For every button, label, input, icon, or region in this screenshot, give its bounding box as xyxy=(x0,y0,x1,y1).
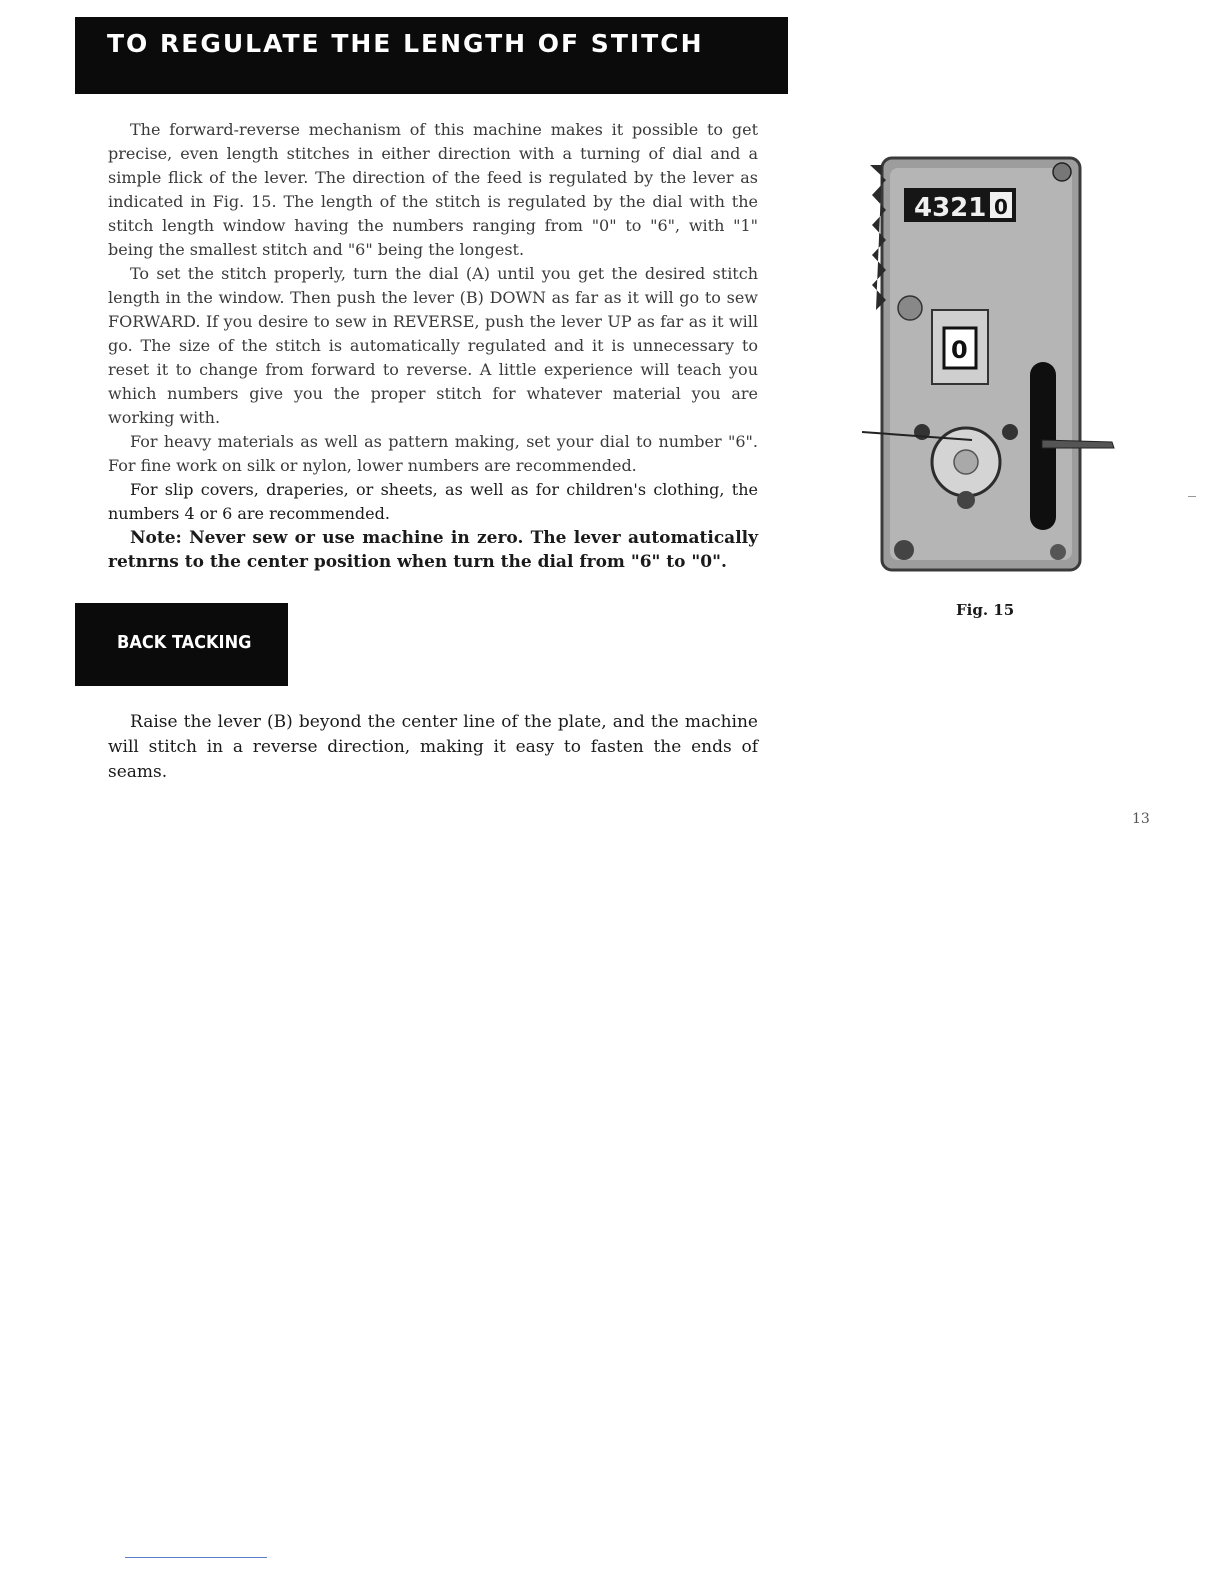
stitch-regulator-figure xyxy=(862,150,1120,582)
lever-window-digit: 0 xyxy=(951,336,968,364)
paragraph: To set the stitch properly, turn the dial (A) until you get the desired stitch length in the window. Then push the lever (B) DOWN as far as it will go to sew FORWARD. If you desire to sew in REVERSE, push the lever UP as far as it will go. The size of the stitch is automatically regulated and it is unnecessary to reset it to change from forward to reverse. A little experience will teach you which numbers give you the proper stitch for whatever material you are working with. xyxy=(108,264,758,427)
footer-rule xyxy=(125,1557,267,1558)
paragraph: For slip covers, draperies, or sheets, as well as for children's clothing, the numbers 4 or 6 are recommended. xyxy=(108,480,758,523)
regulate-stitch-body xyxy=(108,118,758,574)
back-tacking-body xyxy=(108,710,758,785)
margin-mark xyxy=(1188,496,1196,497)
paragraph: For heavy materials as well as pattern making, set your dial to number "6". For fine work on silk or nylon, lower numbers are recommended. xyxy=(108,432,758,475)
note-paragraph: Note: Never sew or use machine in zero. The lever automatically retnrns to the center position when turn the dial from "6" to "0". xyxy=(108,528,758,572)
page-number: 13 xyxy=(1132,811,1150,827)
paragraph: The forward-reverse mechanism of this machine makes it possible to get precise, even length stitches in either direction with a turning of dial and a simple flick of the lever. The direction of the feed is regulated by the lever as indicated in Fig. 15. The length of the stitch is regulated by the dial with the stitch length window having the numbers ranging from "0" to "6", with "1" being the smallest stitch and "6" being the longest. xyxy=(108,120,758,259)
section-title-regulate-stitch: TO REGULATE THE LENGTH OF STITCH xyxy=(75,17,788,94)
window-zero: 0 xyxy=(994,195,1008,219)
paragraph: Raise the lever (B) beyond the center line of the plate, and the machine will stitch in a reverse direction, making it easy to fasten the ends of seams. xyxy=(108,712,758,782)
section-title-back-tacking: BACK TACKING xyxy=(75,603,288,686)
window-digits: 4321 xyxy=(914,193,987,223)
figure-caption: Fig. 15 xyxy=(956,601,1015,619)
